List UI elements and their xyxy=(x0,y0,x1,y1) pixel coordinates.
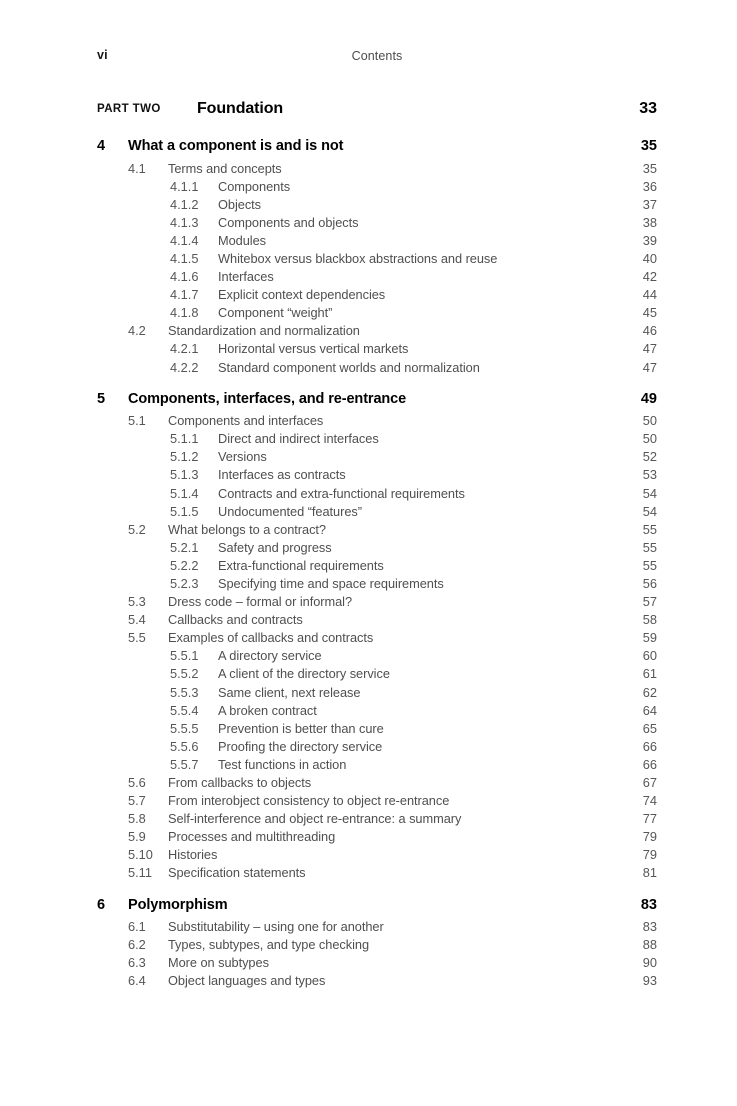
toc-entry-page-number: 88 xyxy=(642,937,657,953)
toc-entry-number: 5.5 xyxy=(128,630,146,646)
toc-entry-lvl3[interactable] xyxy=(97,647,657,665)
toc-entry-title: What a component is and is not xyxy=(128,138,344,154)
toc-entry-number: 4.1.6 xyxy=(170,269,199,285)
toc-entry-number: 5.11 xyxy=(128,865,152,881)
toc-entry-lvl3[interactable] xyxy=(97,359,657,377)
toc-entry-lvl3[interactable] xyxy=(97,214,657,232)
running-head-title: Contents xyxy=(351,49,403,63)
toc-entry-lvl3[interactable] xyxy=(97,720,657,738)
toc-entry-number: 6.3 xyxy=(128,955,146,971)
toc-entry-page-number: 60 xyxy=(642,648,657,664)
toc-entry-title: Specifying time and space requirements xyxy=(218,575,444,591)
toc-entry-page-number: 59 xyxy=(642,630,657,646)
toc-entry-number: 5.4 xyxy=(128,612,146,628)
toc-entry-number: 4.2.2 xyxy=(170,359,199,375)
toc-entry-lvl2[interactable] xyxy=(97,954,657,972)
toc-entry-number: 5.5.7 xyxy=(170,756,199,772)
toc-entry-page-number: 55 xyxy=(642,557,657,573)
toc-entry-lvl3[interactable] xyxy=(97,575,657,593)
toc-entry-title: Processes and multithreading xyxy=(168,829,336,845)
toc-entry-title: Proofing the directory service xyxy=(218,738,383,754)
toc-entry-page-number: 39 xyxy=(642,232,657,248)
toc-entry-lvl3[interactable] xyxy=(97,466,657,484)
toc-entry-lvl3[interactable] xyxy=(97,684,657,702)
toc-entry-page-number: 56 xyxy=(642,575,657,591)
toc-entry-page-number: 54 xyxy=(642,503,657,519)
toc-entry-page-number: 47 xyxy=(642,341,657,357)
toc-entry-lvl3[interactable] xyxy=(97,178,657,196)
toc-entry-page-number: 35 xyxy=(642,160,657,176)
toc-entry-number: 5.5.2 xyxy=(170,666,199,682)
toc-entry-lvl2[interactable] xyxy=(97,611,657,629)
toc-entry-page-number: 33 xyxy=(639,100,657,117)
toc-entry-lvl3[interactable] xyxy=(97,557,657,575)
toc-entry-page-number: 50 xyxy=(642,431,657,447)
toc-entry-title: Horizontal versus vertical markets xyxy=(218,341,409,357)
toc-entry-title: Callbacks and contracts xyxy=(168,612,303,628)
toc-entry-lvl3[interactable] xyxy=(97,304,657,322)
toc-entry-title: Foundation xyxy=(197,100,284,117)
toc-entry-number: 5.5.4 xyxy=(170,702,199,718)
toc-entry-part[interactable] xyxy=(97,94,657,124)
toc-entry-title: Prevention is better than cure xyxy=(218,720,384,736)
toc-entry-lvl2[interactable] xyxy=(97,412,657,430)
toc-entry-number: 4.1.3 xyxy=(170,214,199,230)
toc-entry-lvl3[interactable] xyxy=(97,196,657,214)
toc-entry-number: 4.1.4 xyxy=(170,232,199,248)
toc-entry-title: A client of the directory service xyxy=(218,666,390,682)
toc-entry-title: Undocumented “features” xyxy=(218,503,362,519)
toc-entry-lvl3[interactable] xyxy=(97,738,657,756)
toc-entry-lvl3[interactable] xyxy=(97,503,657,521)
toc-entry-title: Dress code – formal or informal? xyxy=(168,594,353,610)
table-of-contents xyxy=(97,94,657,990)
toc-entry-page-number: 74 xyxy=(642,793,657,809)
toc-entry-page-number: 81 xyxy=(642,865,657,881)
toc-entry-page-number: 38 xyxy=(642,214,657,230)
toc-entry-title: Terms and concepts xyxy=(168,160,282,176)
toc-entry-page-number: 46 xyxy=(642,323,657,339)
toc-entry-title: Components and interfaces xyxy=(168,413,324,429)
toc-entry-page-number: 67 xyxy=(642,775,657,790)
toc-entry-lvl3[interactable] xyxy=(97,340,657,358)
toc-entry-title: Same client, next release xyxy=(218,684,361,700)
toc-entry-lvl2[interactable] xyxy=(97,160,657,178)
toc-entry-page-number: 42 xyxy=(642,269,657,285)
toc-entry-number: 5.3 xyxy=(128,594,146,610)
toc-entry-page-number: 79 xyxy=(642,829,657,845)
toc-entry-page-number: 53 xyxy=(642,467,657,483)
toc-entry-number: 5.2.2 xyxy=(170,557,199,573)
toc-entry-page-number: 65 xyxy=(642,720,657,736)
toc-entry-lvl3[interactable] xyxy=(97,232,657,250)
toc-entry-number: 5.7 xyxy=(128,793,146,809)
toc-entry-number: 5.6 xyxy=(128,775,146,790)
toc-entry-page-number: 61 xyxy=(642,666,657,682)
page-folio: vi xyxy=(97,48,108,62)
toc-entry-title: Test functions in action xyxy=(218,756,347,772)
toc-entry-number: 5.9 xyxy=(128,829,146,845)
toc-entry-page-number: 54 xyxy=(642,485,657,501)
toc-entry-title: Substitutability – using one for another xyxy=(168,919,384,935)
toc-entry-page-number: 50 xyxy=(642,413,657,429)
toc-entry-number: 5.5.1 xyxy=(170,648,199,664)
toc-entry-number: 5.2.3 xyxy=(170,575,199,591)
toc-entry-title: From interobject consistency to object re-entrance xyxy=(168,793,450,809)
toc-entry-number: 5.5.6 xyxy=(170,738,199,754)
toc-entry-title: Component “weight” xyxy=(218,305,333,321)
toc-entry-title: Polymorphism xyxy=(128,896,228,913)
toc-entry-lvl2[interactable] xyxy=(97,828,657,846)
toc-entry-page-number: 55 xyxy=(642,539,657,555)
toc-entry-number: 6 xyxy=(97,896,106,913)
toc-entry-number: 4.1.7 xyxy=(170,287,199,303)
toc-entry-page-number: 58 xyxy=(642,612,657,628)
toc-entry-lvl3[interactable] xyxy=(97,268,657,286)
toc-entry-title: Contracts and extra-functional requirements xyxy=(218,485,465,501)
toc-entry-title: Types, subtypes, and type checking xyxy=(168,937,370,953)
toc-entry-lvl3[interactable] xyxy=(97,485,657,503)
toc-entry-lvl2[interactable] xyxy=(97,774,657,792)
toc-entry-number: 6.2 xyxy=(128,937,146,953)
toc-entry-lvl2[interactable] xyxy=(97,936,657,954)
toc-entry-page-number: 44 xyxy=(642,287,657,303)
toc-entry-title: Standard component worlds and normalization xyxy=(218,359,480,375)
toc-entry-lvl2[interactable] xyxy=(97,593,657,611)
toc-entry-title: Interfaces as contracts xyxy=(218,467,346,483)
toc-entry-title: What belongs to a contract? xyxy=(168,521,326,537)
toc-entry-page-number: 55 xyxy=(642,521,657,537)
toc-entry-number: 5.2.1 xyxy=(170,539,199,555)
toc-entry-page-number: 57 xyxy=(642,594,657,610)
toc-entry-page-number: 49 xyxy=(640,390,657,407)
toc-entry-title: Object languages and types xyxy=(168,973,326,989)
toc-entry-lvl2[interactable] xyxy=(97,972,657,990)
toc-entry-title: Objects xyxy=(218,196,262,212)
toc-entry-lvl2[interactable] xyxy=(97,629,657,647)
toc-entry-title: Self-interference and object re-entrance: a summary xyxy=(168,811,462,827)
toc-entry-lvl3[interactable] xyxy=(97,665,657,683)
toc-entry-chapter[interactable] xyxy=(97,134,657,160)
toc-entry-number: 5.1.1 xyxy=(170,431,199,447)
toc-entry-number: 4.1.5 xyxy=(170,250,199,266)
toc-entry-lvl2[interactable] xyxy=(97,322,657,340)
toc-entry-lvl3[interactable] xyxy=(97,756,657,774)
toc-entry-number: 4.1.2 xyxy=(170,196,199,212)
toc-entry-page-number: 66 xyxy=(642,756,657,772)
toc-entry-number: 4.2 xyxy=(128,323,146,339)
toc-entry-number: 5.1.3 xyxy=(170,467,199,483)
toc-entry-title: Examples of callbacks and contracts xyxy=(168,630,374,646)
toc-entry-number: 5.1.4 xyxy=(170,485,199,501)
toc-entry-title: Explicit context dependencies xyxy=(218,287,386,303)
toc-entry-page-number: 90 xyxy=(642,955,657,971)
toc-entry-lvl2[interactable] xyxy=(97,792,657,810)
toc-entry-lvl3[interactable] xyxy=(97,702,657,720)
toc-entry-page-number: 64 xyxy=(642,702,657,718)
toc-entry-page-number: 77 xyxy=(642,811,657,827)
toc-entry-title: Safety and progress xyxy=(218,539,332,555)
toc-entry-lvl3[interactable] xyxy=(97,539,657,557)
toc-entry-title: Standardization and normalization xyxy=(168,323,360,339)
toc-entry-title: Histories xyxy=(168,847,218,863)
toc-entry-page-number: 83 xyxy=(640,896,657,913)
toc-entry-lvl2[interactable] xyxy=(97,864,657,882)
toc-entry-number: 5.2 xyxy=(128,521,146,537)
toc-entry-number: 5.5.5 xyxy=(170,720,199,736)
toc-entry-chapter[interactable] xyxy=(97,387,657,413)
toc-entry-number: 5.5.3 xyxy=(170,684,199,700)
toc-entry-lvl2[interactable] xyxy=(97,846,657,864)
toc-entry-title: Components, interfaces, and re-entrance xyxy=(128,390,407,407)
toc-entry-lvl2[interactable] xyxy=(97,810,657,828)
toc-entry-number: 4.2.1 xyxy=(170,341,199,357)
toc-entry-number: PART TWO xyxy=(97,103,161,115)
toc-entry-lvl3[interactable] xyxy=(97,448,657,466)
running-head xyxy=(97,48,657,66)
toc-entry-page-number: 83 xyxy=(642,919,657,935)
toc-entry-title: Modules xyxy=(218,232,267,248)
toc-entry-page-number: 66 xyxy=(642,738,657,754)
toc-entry-title: Components xyxy=(218,178,291,194)
toc-entry-page-number: 79 xyxy=(642,847,657,863)
toc-entry-lvl3[interactable] xyxy=(97,250,657,268)
toc-entry-page-number: 40 xyxy=(642,250,657,266)
toc-entry-number: 4.1.8 xyxy=(170,305,199,321)
toc-entry-title: A directory service xyxy=(218,648,322,664)
toc-entry-title: Extra-functional requirements xyxy=(218,557,384,573)
toc-entry-chapter[interactable] xyxy=(97,893,657,919)
toc-entry-page-number: 35 xyxy=(640,138,657,154)
toc-entry-title: From callbacks to objects xyxy=(168,775,312,790)
toc-entry-page-number: 47 xyxy=(642,359,657,375)
toc-entry-page-number: 62 xyxy=(642,684,657,700)
toc-entry-page-number: 45 xyxy=(642,305,657,321)
toc-entry-number: 5.10 xyxy=(128,847,153,863)
toc-entry-lvl3[interactable] xyxy=(97,430,657,448)
toc-entry-title: A broken contract xyxy=(218,702,317,718)
toc-entry-number: 5.1 xyxy=(128,413,146,429)
toc-entry-title: Whitebox versus blackbox abstractions and reuse xyxy=(218,250,498,266)
toc-entry-number: 4 xyxy=(97,138,106,154)
toc-entry-page-number: 36 xyxy=(642,178,657,194)
toc-entry-page-number: 93 xyxy=(642,973,657,989)
toc-entry-number: 5.1.2 xyxy=(170,449,199,465)
toc-entry-number: 5.1.5 xyxy=(170,503,199,519)
toc-entry-title: Interfaces xyxy=(218,269,274,285)
toc-entry-title: Specification statements xyxy=(168,865,306,881)
toc-entry-number: 6.4 xyxy=(128,973,146,989)
toc-entry-lvl2[interactable] xyxy=(97,918,657,936)
toc-entry-lvl2[interactable] xyxy=(97,521,657,539)
toc-entry-number: 4.1.1 xyxy=(170,178,199,194)
toc-entry-number: 6.1 xyxy=(128,919,146,935)
toc-entry-lvl3[interactable] xyxy=(97,286,657,304)
toc-entry-title: Versions xyxy=(218,449,267,465)
toc-entry-number: 4.1 xyxy=(128,160,146,176)
toc-entry-page-number: 52 xyxy=(642,449,657,465)
toc-entry-number: 5 xyxy=(97,390,106,407)
toc-entry-page-number: 37 xyxy=(642,196,657,212)
toc-entry-title: More on subtypes xyxy=(168,955,269,971)
toc-entry-title: Components and objects xyxy=(218,214,359,230)
toc-entry-number: 5.8 xyxy=(128,811,146,827)
toc-entry-title: Direct and indirect interfaces xyxy=(218,431,379,447)
